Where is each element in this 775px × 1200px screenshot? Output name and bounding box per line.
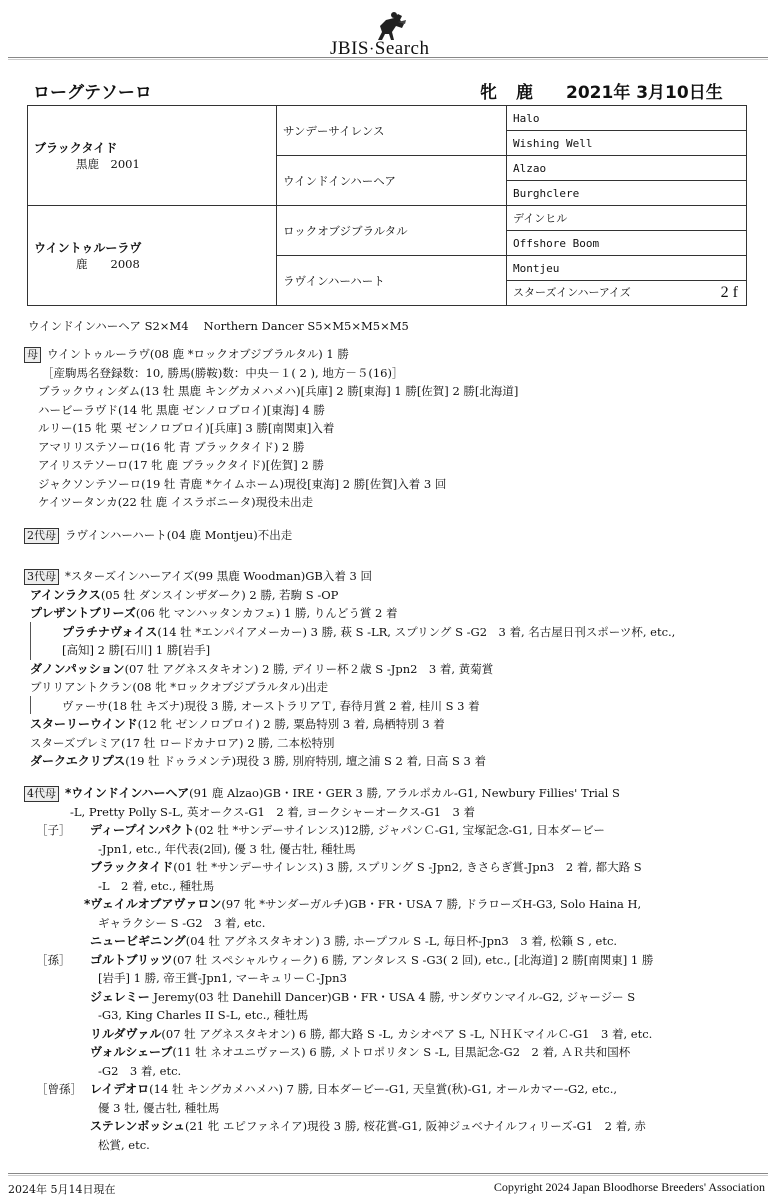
third-dam-grandoffspring: ヴァーサ(18 牡 キズナ)現役 3 勝, オーストラリアＴ, 春待月賞 2 着, 桂川 S 3 着 [62, 698, 480, 713]
third-dam-offspring: スターリーウインド(12 牝 ゼンノロブロイ) 2 勝, 粟島特別 3 着, 鳥栖特別 3 着 [30, 717, 445, 731]
horse-birthdate: 2021年 3月10日生 [566, 83, 723, 103]
as-of-date: 2024年 5月14日現在 [8, 1183, 116, 1196]
third-dam-offspring: アインラクス(05 牡 ダンスインザダーク) 2 勝, 若駒 S -OP [30, 587, 339, 602]
third-dam-offspring: ダークエクリプス(19 牡 ドゥラメンテ)現役 3 勝, 別府特別, 壇之浦 S 2 着, 日高 S 3 着 [30, 754, 486, 768]
second-dam-line: ラヴインハーハート(04 鹿 Montjeu)不出走 [65, 528, 293, 542]
child-tag: ［子］ [36, 823, 71, 837]
horse-color: 鹿 [516, 83, 533, 103]
pedigree-dam-dam[interactable]: ラヴインハーハート [277, 256, 507, 306]
family-number: 2 f [720, 284, 738, 301]
pedigree-dam[interactable] [28, 206, 277, 306]
dam-offspring: アマリリステソーロ(16 牝 青 ブラックタイド) 2 勝 [38, 439, 305, 454]
dam-section [24, 345, 749, 512]
dam-line: ウイントゥルーラヴ(08 鹿 *ロックオブジブラルタル) 1 勝 [47, 347, 349, 361]
third-dam-grandoffspring-cont: [高知] 2 勝[石川] 1 勝[岩手] [62, 643, 211, 657]
pedigree-sire-dam[interactable]: ウインドインハーヘア [277, 156, 507, 206]
dam-offspring: ブラックウィンダム(13 牡 黒鹿 キングカメハメハ)[兵庫] 2 勝[東海] 1 勝[佐賀] 2 勝[北海道] [38, 384, 519, 398]
pedigree-g3-1[interactable]: Halo [507, 106, 747, 131]
pedigree-g3-6[interactable]: Offshore Boom [507, 231, 747, 256]
dam-info: 鹿 2008 [76, 257, 140, 271]
dam-offspring: アイリステソーロ(17 牝 鹿 ブラックタイド)[佐賀] 2 勝 [38, 458, 324, 472]
header-divider [8, 57, 768, 58]
horse-sex: 牝 [480, 83, 497, 103]
fourth-dam-section: 4代母 *ウインドインハーヘア(91 鹿 Alzao)GB・IRE・GER 3 勝, アラルポカル-G1, Newbury Fillies' Trial S -L, Pretty Polly S-L, 英オークス-G1 2 着, ヨークシャーオークス-G1 3 着 ［子］ ディープインパクト(02 牡 *サンデーサイレンス)12勝, ジャパンＣ-G1, 宝塚記念-G1, 日本ダービー -Jpn1, etc., 年代表(2回), 優 3 牡, 優古牡, 種牡馬 ブラックタイド(01 牡 *サンデーサイレンス) 3 勝, スプリング S -Jpn2, きさらぎ賞-Jpn3 2 着, 都大路 S -L 2 着, etc., 種牡馬 *ヴェイルオブアヴァロン(97 牝 *サンダーガルチ)GB・FR・USA 7 勝, ドラローズH-G3, Solo Haina H, ギャラクシー S -G2 3 着, etc. ニュービギニング(04 牡 アグネスタキオン) 3 勝, ホープフル S -L, 毎日杯-Jpn3 3 着, 松籟 S , etc. ［孫］ ゴルトブリッツ(07 牡 スペシャルウィーク) 6 勝, アンタレス S -G3( 2 回), etc., [北海道] 2 勝[南関東] 1 勝 [岩手] 1 勝, 帝王賞-Jpn1, マーキュリーＣ-Jpn3 ジェレミー Jeremy(03 牡 Danehill Dancer)GB・FR・USA 4 勝, サンダウンマイル-G2, ジャージー S -G3, King Charles II S-L, etc., 種牡馬 リルダヴァル(07 牡 アグネスタキオン) 6 勝, 都大路 S -L, カシオペア S -L, ＮＨＫマイルＣ-G1 3 着, etc. ヴォルシェーブ(11 牡 ネオユニヴァース) 6 勝, メトロポリタン S -L, 目黒記念-G2 2 着, ＡＲ共和国杯 -G2 3 着, etc. ［曾孫］ レイデオロ(14 牡 キングカメハメハ) 7 勝, 日本ダービー-G1, 天皇賞(秋)-G1, オールカマー-G2, etc., 優 3 牡, 優古牡, 種牡馬 ステレンボッシュ(21 牝 エピファネイア)現役 3 勝, 桜花賞-G1, 阪神ジュベナイルフィリーズ-G1 2 着, 赤 松賞, etc. [24, 784, 749, 1154]
jbis-search-logo[interactable] [330, 10, 470, 59]
dam-label: 母 [24, 347, 41, 363]
second-dam-section [24, 526, 749, 545]
descendant-bar [30, 696, 31, 714]
footer-divider-sub [8, 1175, 768, 1176]
pedigree-g3-7[interactable]: Montjeu [507, 256, 747, 281]
pedigree-sire-sire[interactable]: サンデーサイレンス [277, 106, 507, 156]
footer-divider [8, 1173, 768, 1174]
pedigree-g3-4[interactable]: Burghclere [507, 181, 747, 206]
pedigree-table [27, 105, 747, 306]
third-dam-section [24, 567, 749, 771]
dam-offspring: ハービーラヴド(14 牝 黒鹿 ゼンノロブロイ)[東海] 4 勝 [38, 402, 325, 417]
grandchild-tag: ［孫］ [36, 952, 71, 967]
great-grandchild-tag: ［曾孫］ [36, 1082, 82, 1096]
horse-name: ローグテソーロ [33, 83, 152, 103]
header-divider-sub [8, 59, 768, 60]
pedigree-g3-8[interactable] [507, 281, 747, 306]
third-dam-grandoffspring: プラチナヴォイス(14 牡 *エンパイアメーカー) 3 勝, 萩 S -LR, スプリング S -G2 3 着, 名古屋日刊スポーツ杯, etc., [62, 624, 676, 639]
second-dam-label: 2代母 [24, 528, 59, 544]
pedigree-g3-5[interactable]: デインヒル [507, 206, 747, 231]
inbreeding-line: ウインドインハーヘア S2×M4 Northern Dancer S5×M5×M5×M5 [28, 319, 409, 333]
dam-offspring-stats: ［産駒馬名登録数：10, 勝馬(勝鞍)数：中央－１( 2 ), 地方－５(16)］ [42, 365, 404, 380]
fourth-dam-name: *ウインドインハーヘア [65, 786, 190, 800]
third-dam-offspring: ブリリアントクラン(08 牝 *ロックオブジブラルタル)出走 [30, 680, 329, 694]
pedigree-sire[interactable] [28, 106, 277, 206]
third-dam-offspring: ダノンパッション(07 牡 アグネスタキオン) 2 勝, デイリー杯２歳 S -Jpn2 3 着, 黄菊賞 [30, 661, 494, 676]
sire-info: 黒鹿 2001 [76, 157, 140, 171]
dam-name[interactable]: ウイントゥルーラヴ [34, 241, 142, 255]
third-dam-offspring: スターズプレミア(17 牡 ロードカナロア) 2 勝, 二本松特別 [30, 735, 335, 750]
third-dam-offspring: プレザントブリーズ(06 牝 マンハッタンカフェ) 1 勝, りんどう賞 2 着 [30, 606, 398, 620]
descendant-bar [30, 622, 31, 660]
sire-name[interactable]: ブラックタイド [34, 141, 118, 155]
third-dam-line: *スターズインハーアイズ(99 黒鹿 Woodman)GB入着 3 回 [65, 569, 373, 583]
copyright: Copyright 2024 Japan Bloodhorse Breeders' Association [493, 1180, 765, 1194]
dam-offspring: ルリー(15 牝 栗 ゼンノロブロイ)[兵庫] 3 勝[南関東]入着 [38, 421, 335, 435]
fourth-dam-label: 4代母 [24, 786, 59, 802]
logo-text-search: Search [374, 38, 430, 59]
dam-offspring: ジャクソンテソーロ(19 牡 青鹿 *ケイムホーム)現役[東海] 2 勝[佐賀]入着 3 回 [38, 476, 447, 491]
horse-header [30, 78, 750, 104]
pedigree-g3-2[interactable]: Wishing Well [507, 131, 747, 156]
pedigree-dam-sire[interactable]: ロックオブジブラルタル [277, 206, 507, 256]
logo-text-jbis: JBIS [330, 38, 369, 59]
third-dam-label: 3代母 [24, 569, 59, 585]
dam-offspring: ケイツータンカ(22 牡 鹿 イスラボニータ)現役未出走 [38, 495, 314, 509]
pedigree-g3-3[interactable]: Alzao [507, 156, 747, 181]
g3-8-name[interactable]: スターズインハーアイズ [513, 286, 631, 299]
logo-separator: · [368, 41, 375, 58]
